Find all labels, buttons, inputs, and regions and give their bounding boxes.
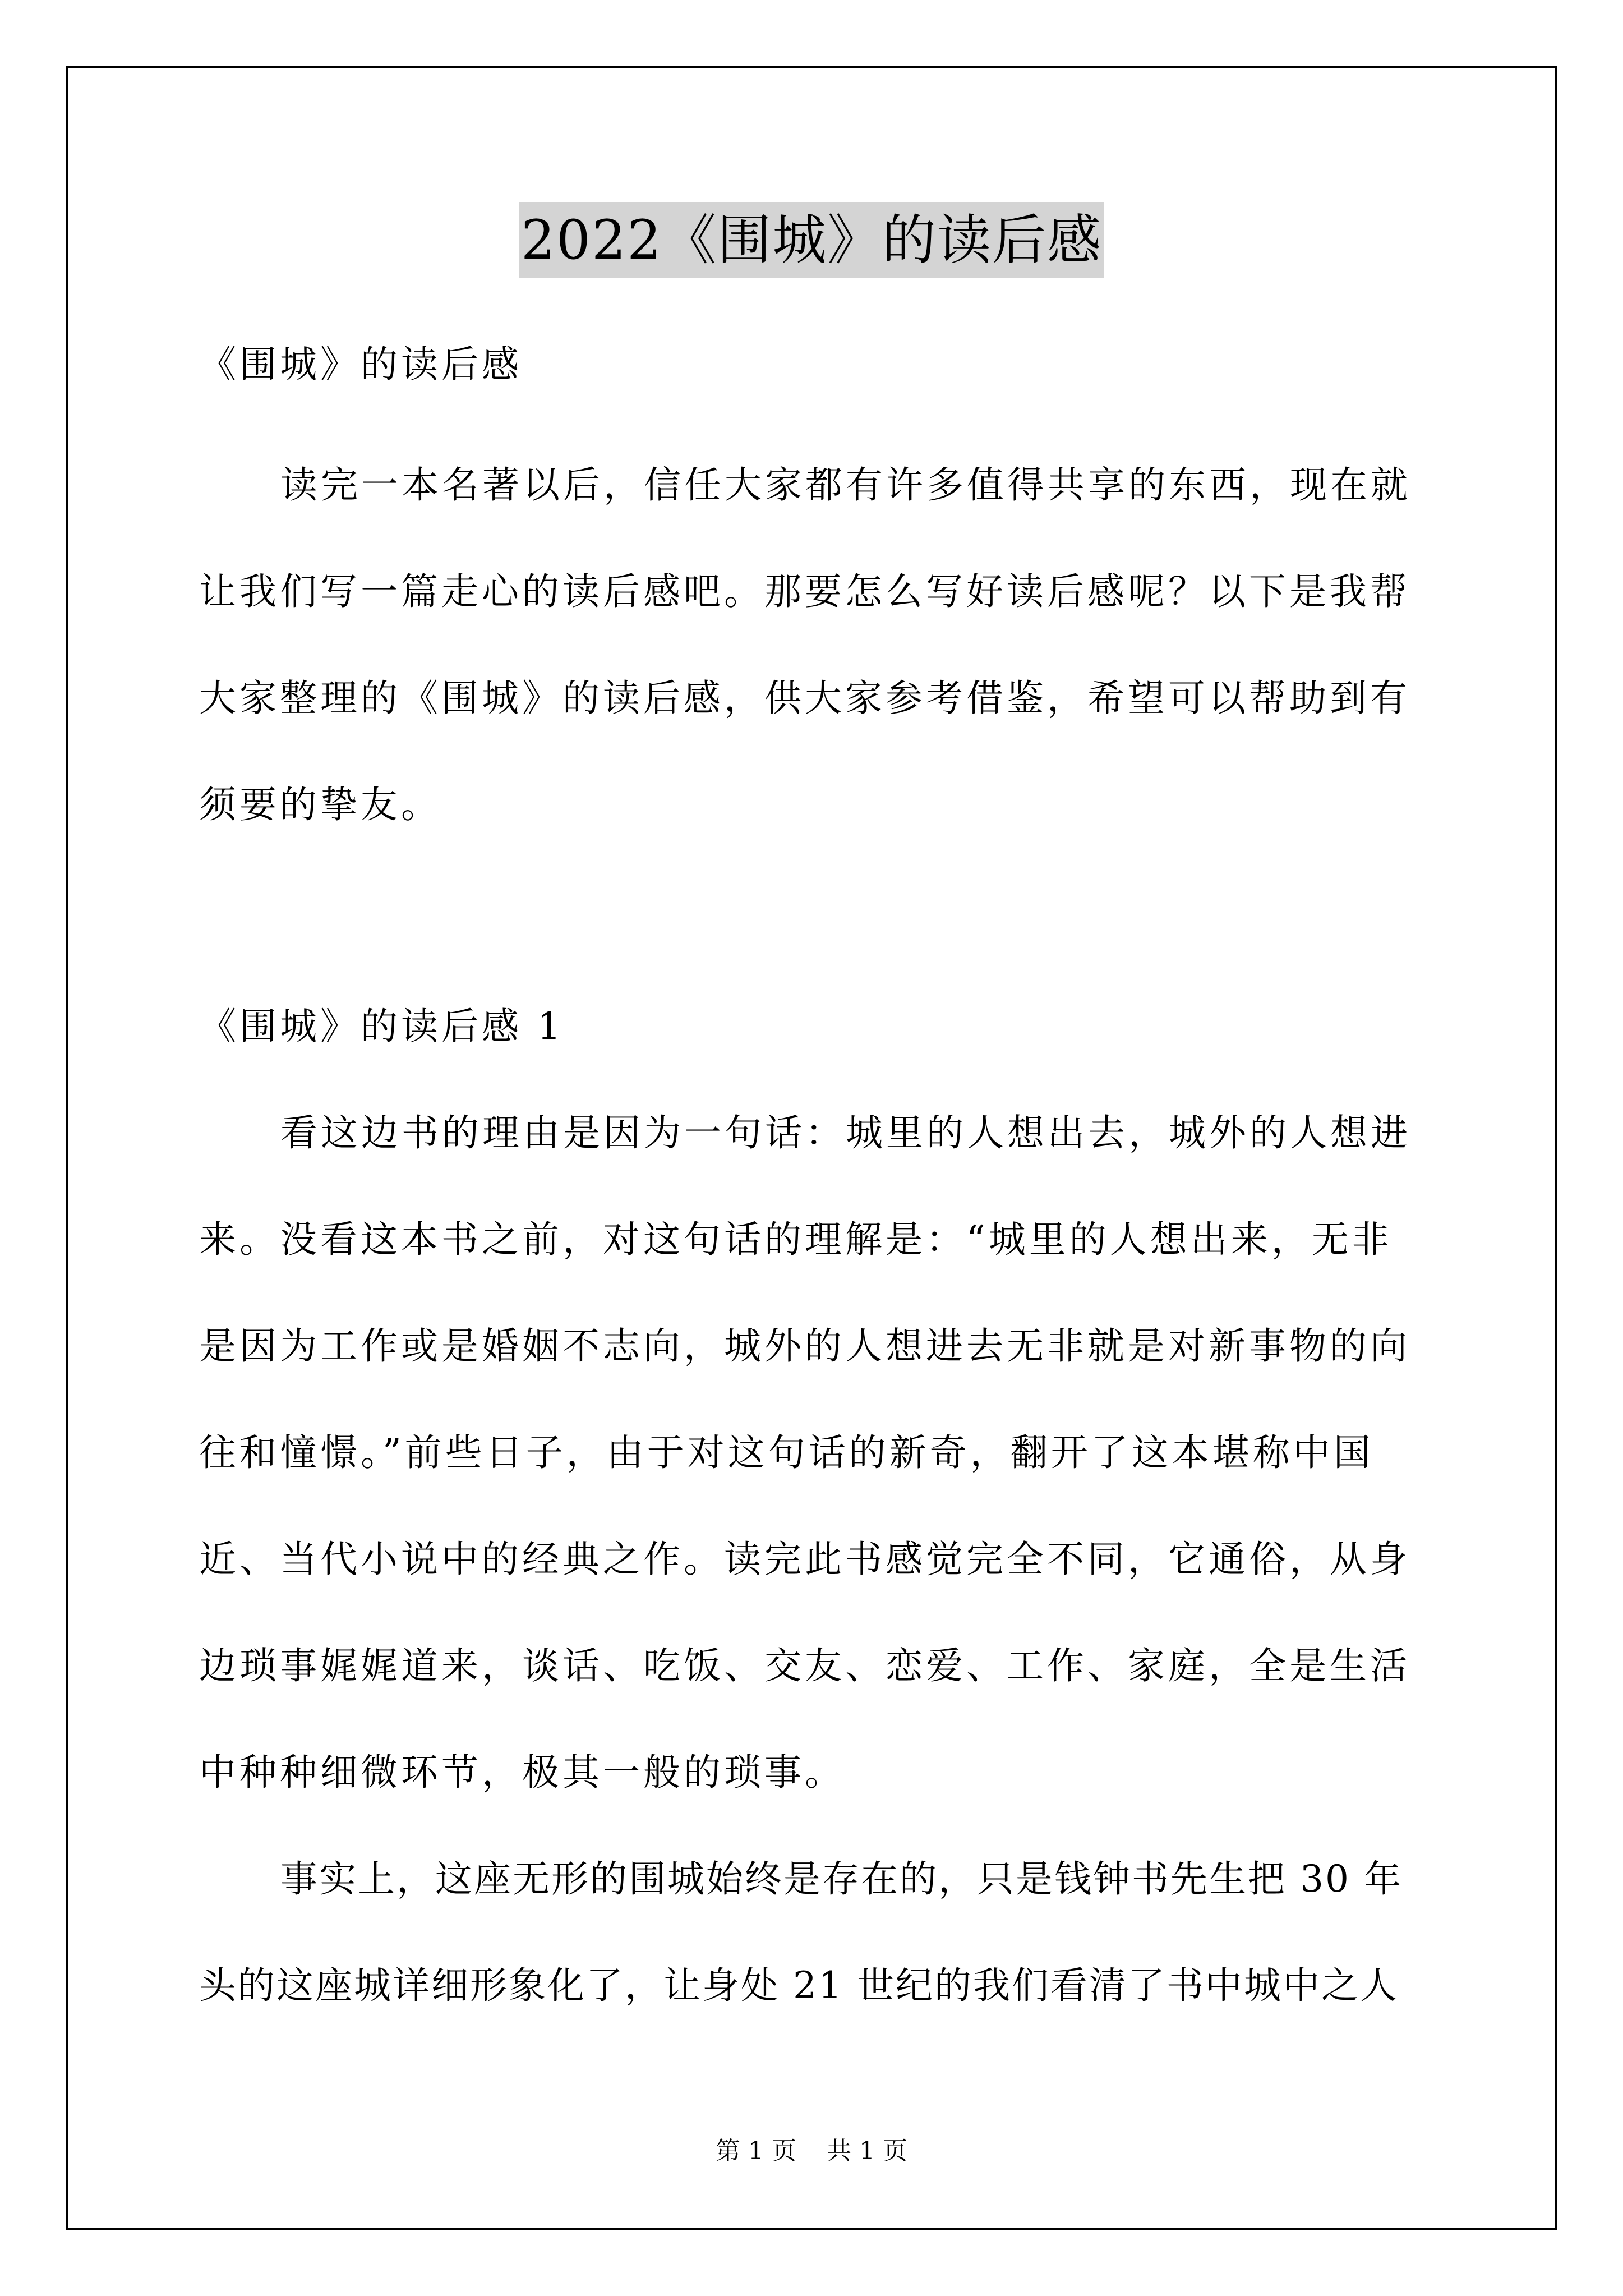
section-line: 来。没看这本书之前，对这句话的理解是：“城里的人想出来，无非: [199, 1218, 1393, 1261]
title-container: [0, 202, 1623, 278]
section-line: 看这边书的理由是因为一句话：城里的人想出去，城外的人想进: [280, 1111, 1411, 1154]
intro-line: 读完一本名著以后，信任大家都有许多值得共享的东西，现在就: [280, 463, 1411, 507]
document-heading: 《围城》的读后感: [199, 343, 522, 386]
page-footer: [0, 2134, 1623, 2168]
page-number: 第 1 页: [716, 2137, 796, 2165]
section-line: 近、当代小说中的经典之作。读完此书感觉完全不同，它通俗，从身: [199, 1538, 1410, 1581]
section-line: 是因为工作或是婚姻不志向，城外的人想进去无非就是对新事物的向: [199, 1324, 1410, 1368]
page-total: 共 1 页: [827, 2137, 907, 2165]
paragraph-line: 头的这座城详细形象化了，让身处 21 世纪的我们看清了书中城中之人: [199, 1964, 1399, 2007]
section-line: 往和憧憬。”前些日子，由于对这句话的新奇，翻开了这本堪称中国: [199, 1431, 1374, 1474]
section-line: 边琐事娓娓道来，谈话、吃饭、交友、恋爱、工作、家庭，全是生活: [199, 1644, 1410, 1687]
document-title: 2022《围城》的读后感: [519, 202, 1104, 278]
intro-line: 让我们写一篇走心的读后感吧。那要怎么写好读后感呢？以下是我帮: [199, 570, 1410, 613]
intro-line: 须要的挚友。: [199, 783, 441, 826]
section-heading: 《围城》的读后感 1: [199, 1005, 564, 1048]
intro-line: 大家整理的《围城》的读后感，供大家参考借鉴，希望可以帮助到有: [199, 677, 1410, 720]
paragraph-line: 事实上，这座无形的围城始终是存在的，只是钱钟书先生把 30 年: [280, 1857, 1403, 1901]
section-line: 中种种细微环节，极其一般的琐事。: [199, 1751, 845, 1794]
